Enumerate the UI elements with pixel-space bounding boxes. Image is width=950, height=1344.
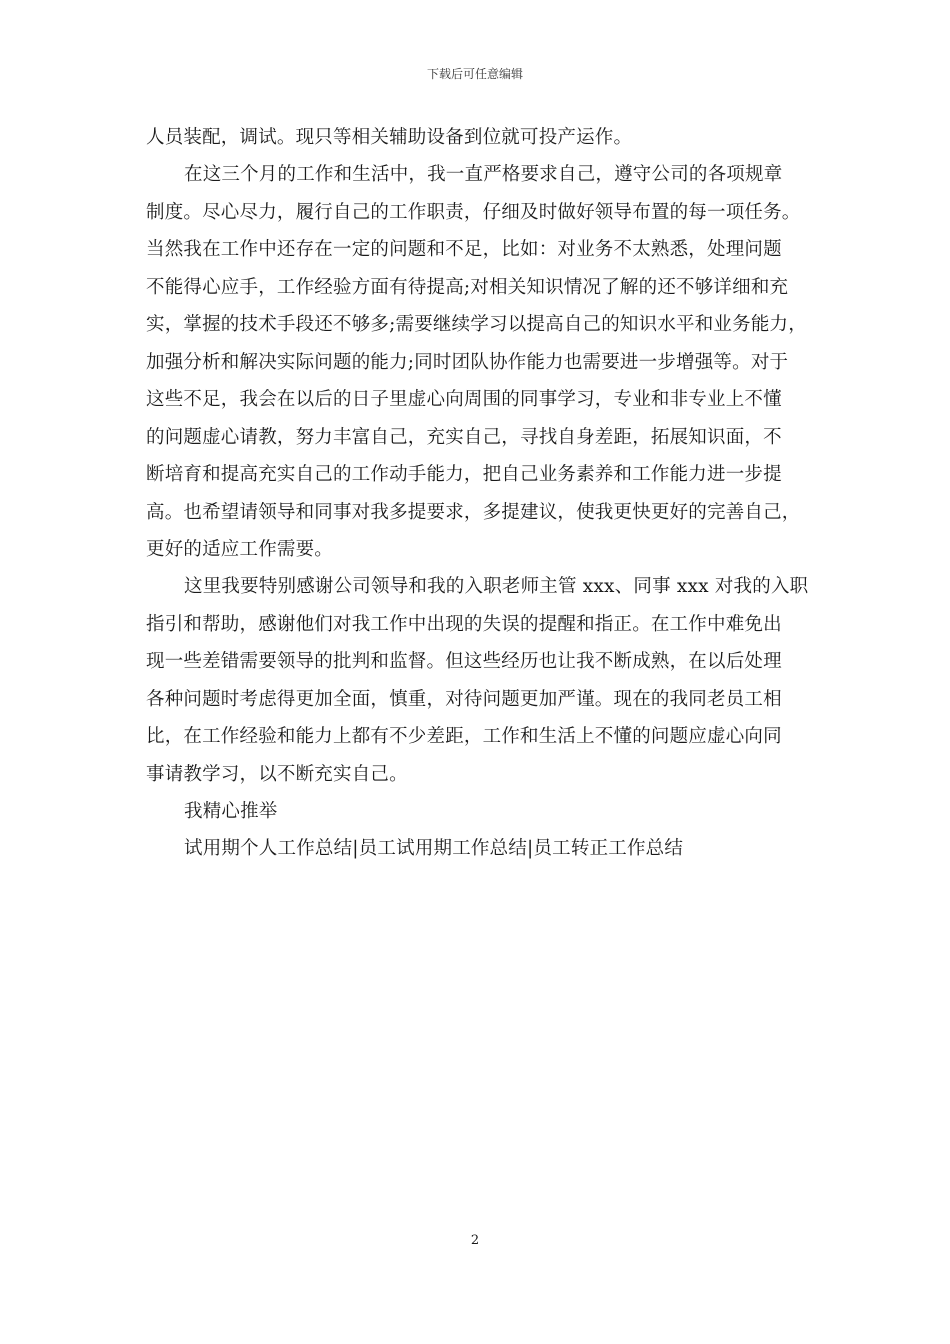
body-line: 这些不足，我会在以后的日子里虚心向周围的同事学习，专业和非专业上不懂 (146, 389, 782, 410)
body-line: 加强分析和解决实际问题的能力;同时团队协作能力也需要进一步增强等。对于 (146, 352, 789, 373)
body-line: 各种问题时考虑得更加全面，慎重，对待问题更加严谨。现在的我同老员工相 (146, 689, 782, 710)
body-line: 人员装配，调试。现只等相关辅助设备到位就可投产运作。 (146, 127, 633, 148)
related-links: 试用期个人工作总结|员工试用期工作总结|员工转正工作总结 (184, 838, 684, 859)
body-line: 当然我在工作中还存在一定的问题和不足，比如：对业务不太熟悉，处理问题 (146, 239, 782, 260)
body-line: 更好的适应工作需要。 (146, 539, 334, 560)
body-line: 在这三个月的工作和生活中，我一直严格要求自己，遵守公司的各项规章 (184, 164, 783, 185)
body-line: 现一些差错需要领导的批判和监督。但这些经历也让我不断成熟，在以后处理 (146, 651, 782, 672)
body-line: 实，掌握的技术手段还不够多;需要继续学习以提高自己的知识水平和业务能力， (146, 314, 807, 335)
body-line: 比，在工作经验和能力上都有不少差距，工作和生活上不懂的问题应虚心向同 (146, 726, 782, 747)
body-line: 指引和帮助，感谢他们对我工作中出现的失误的提醒和指正。在工作中难免出 (146, 614, 782, 635)
body-line: 断培育和提高充实自己的工作动手能力，把自己业务素养和工作能力进一步提 (146, 464, 782, 485)
page-header: 下载后可任意编辑 (426, 67, 523, 81)
body-line: 事请教学习，以不断充实自己。 (146, 764, 408, 785)
body-line: 制度。尽心尽力，履行自己的工作职责，仔细及时做好领导布置的每一项任务。 (146, 202, 801, 223)
recommend-heading: 我精心推举 (184, 801, 278, 822)
body-line: 高。也希望请领导和同事对我多提要求，多提建议，使我更快更好的完善自己， (146, 502, 801, 523)
body-line: 的问题虚心请教，努力丰富自己，充实自己，寻找自身差距，拓展知识面，不 (146, 427, 782, 448)
page-number: 2 (470, 1233, 480, 1248)
body-line: 不能得心应手，工作经验方面有待提高;对相关知识情况了解的还不够详细和充 (146, 277, 789, 298)
body-line: 这里我要特别感谢公司领导和我的入职老师主管 xxx、同事 xxx 对我的入职 (184, 576, 809, 597)
